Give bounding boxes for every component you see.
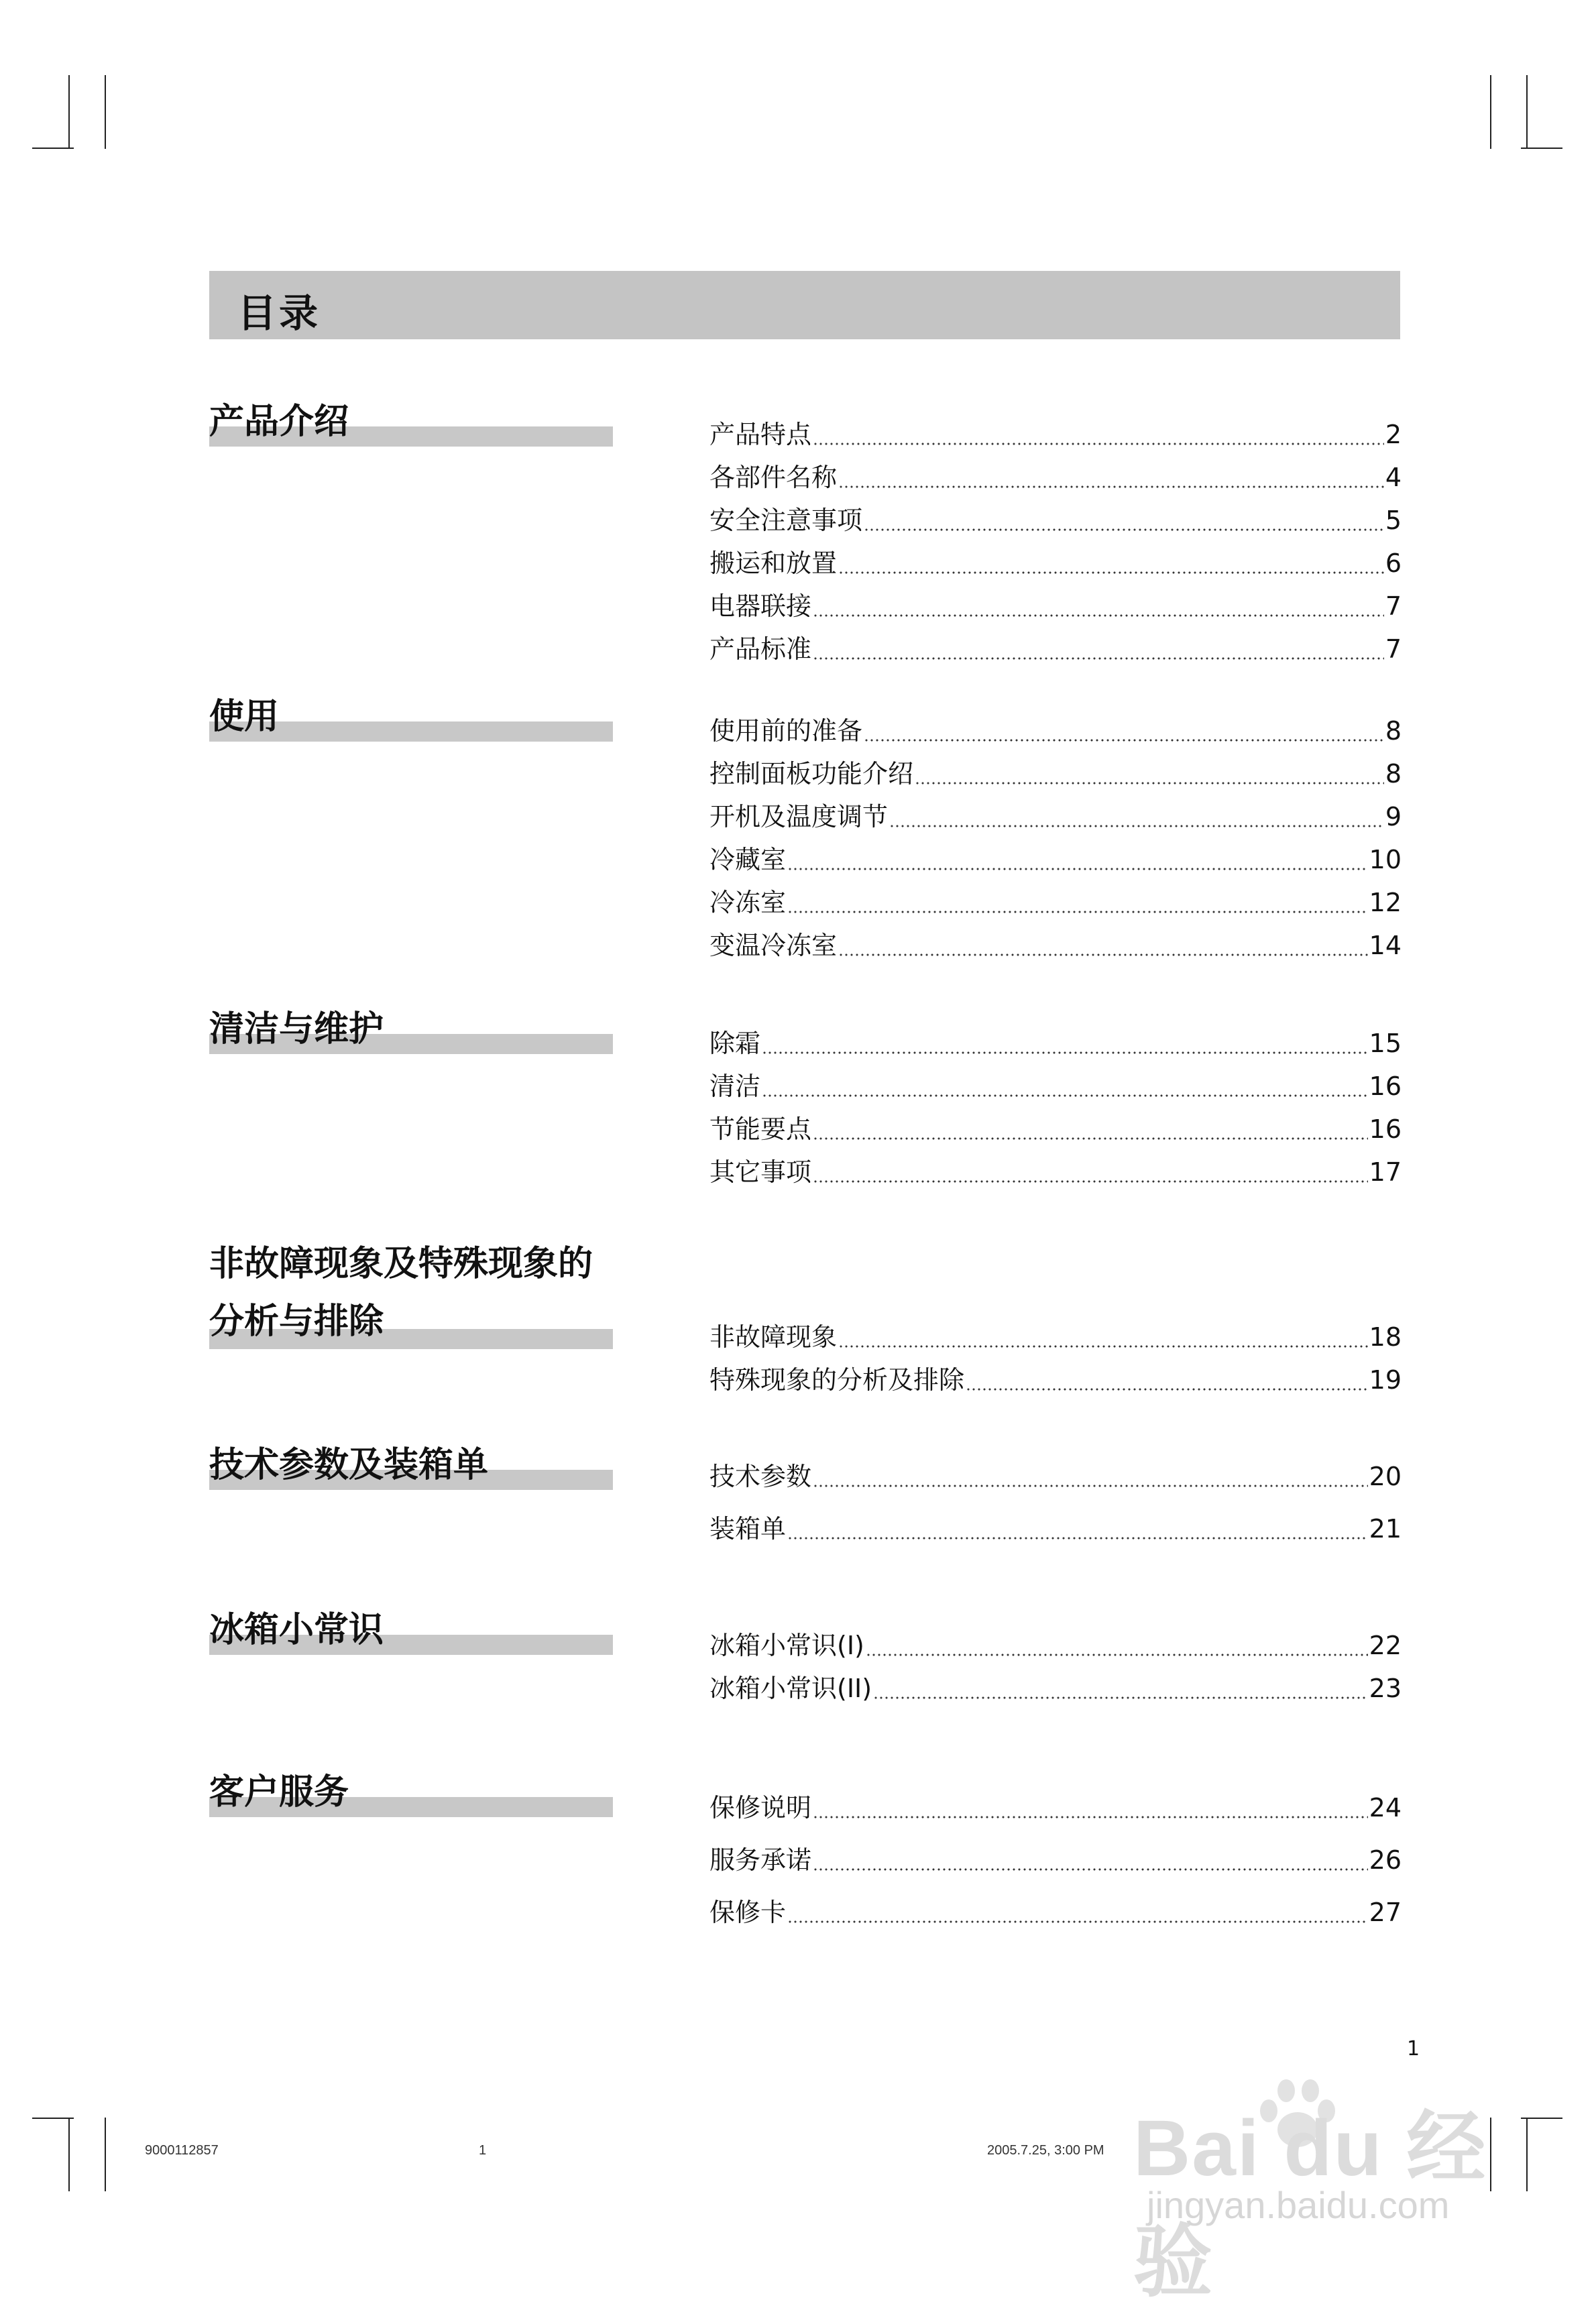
crop-mark <box>32 2118 74 2119</box>
dot-leader <box>813 1458 1368 1495</box>
toc-entry[interactable] <box>709 755 1402 793</box>
dot-leader <box>813 1153 1368 1191</box>
toc-entry[interactable] <box>709 884 1402 921</box>
entry-label: 保修卡 <box>709 1898 787 1927</box>
dot-leader <box>813 1110 1368 1148</box>
crop-mark <box>68 2118 70 2191</box>
dot-leader <box>838 544 1384 582</box>
crop-mark <box>1526 75 1528 149</box>
section-product-intro <box>209 400 613 453</box>
dot-leader <box>864 502 1384 539</box>
section-title: 清洁与维护 <box>209 1009 384 1049</box>
crop-mark <box>32 148 74 149</box>
page-title: 目录 <box>237 290 321 336</box>
dot-leader <box>813 1841 1368 1879</box>
footer-code: 9000112857 <box>145 2143 219 2158</box>
entry-page: 20 <box>1369 1462 1402 1491</box>
section-title: 客户服务 <box>209 1772 349 1812</box>
section-cleaning <box>209 1007 613 1061</box>
entry-page: 18 <box>1369 1322 1402 1352</box>
dot-leader <box>838 927 1368 964</box>
toc-entry[interactable] <box>709 1067 1402 1105</box>
crop-mark <box>68 75 70 149</box>
section-troubleshooting <box>209 1242 613 1349</box>
toc-entry[interactable] <box>709 1153 1402 1191</box>
entry-page: 8 <box>1385 759 1402 789</box>
entry-label: 保修说明 <box>709 1793 812 1823</box>
dot-leader <box>813 630 1384 668</box>
dot-leader <box>762 1067 1368 1105</box>
section-usage <box>209 695 613 748</box>
entry-label: 变温冷冻室 <box>709 931 838 960</box>
toc-title-bar <box>209 271 1400 339</box>
entry-page: 26 <box>1369 1845 1402 1875</box>
toc-entry[interactable] <box>709 544 1402 582</box>
entry-page: 21 <box>1369 1514 1402 1544</box>
entry-label: 安全注意事项 <box>709 506 863 535</box>
entry-page: 2 <box>1385 420 1402 449</box>
entry-page: 9 <box>1385 802 1402 831</box>
section-customer-service <box>209 1770 613 1824</box>
toc-entry[interactable] <box>709 927 1402 964</box>
dot-leader <box>787 1894 1368 1931</box>
entry-label: 冷藏室 <box>709 845 787 874</box>
entry-page: 19 <box>1369 1365 1402 1395</box>
toc-entry[interactable] <box>709 587 1402 625</box>
entry-label: 冰箱小常识(I) <box>709 1631 864 1660</box>
page-number: 1 <box>1407 2037 1420 2061</box>
dot-leader <box>838 459 1384 496</box>
entry-label: 冰箱小常识(II) <box>709 1674 872 1703</box>
entry-label: 清洁 <box>709 1072 761 1101</box>
section-fridge-tips <box>209 1608 613 1662</box>
entry-label: 冷冻室 <box>709 888 787 917</box>
toc-entry[interactable] <box>709 841 1402 878</box>
entry-label: 特殊现象的分析及排除 <box>709 1365 965 1395</box>
dot-leader <box>787 884 1368 921</box>
baidu-watermark <box>1133 2077 1509 2307</box>
entry-page: 12 <box>1369 888 1402 917</box>
toc-entry[interactable] <box>709 1510 1402 1548</box>
toc-entry[interactable] <box>709 1894 1402 1931</box>
entry-label: 非故障现象 <box>709 1322 838 1352</box>
entry-page: 22 <box>1369 1631 1402 1660</box>
crop-mark <box>1490 75 1491 149</box>
entry-label: 使用前的准备 <box>709 716 863 746</box>
entry-page: 14 <box>1369 931 1402 960</box>
entry-page: 17 <box>1369 1157 1402 1187</box>
entry-page: 6 <box>1385 548 1402 578</box>
section-tech-specs <box>209 1443 613 1497</box>
entry-label: 节能要点 <box>709 1114 812 1144</box>
toc-entry[interactable] <box>709 1458 1402 1495</box>
dot-leader <box>787 841 1368 878</box>
entry-page: 8 <box>1385 716 1402 746</box>
toc-entry[interactable] <box>709 1841 1402 1879</box>
entry-page: 7 <box>1385 591 1402 621</box>
dot-leader <box>762 1025 1368 1062</box>
dot-leader <box>787 1510 1368 1548</box>
section-title: 冰箱小常识 <box>209 1610 384 1650</box>
dot-leader <box>966 1361 1368 1399</box>
watermark-url: jingyan.baidu.com <box>1147 2184 1450 2226</box>
watermark-brand: Bai du 经验 <box>1133 2104 1487 2307</box>
crop-mark <box>1521 148 1562 149</box>
toc-entry[interactable] <box>709 1318 1402 1356</box>
crop-mark <box>1521 2118 1562 2119</box>
dot-leader <box>838 1318 1368 1356</box>
toc-entry[interactable] <box>709 798 1402 835</box>
dot-leader <box>813 587 1384 625</box>
entry-page: 15 <box>1369 1029 1402 1058</box>
dot-leader <box>866 1627 1368 1664</box>
entry-page: 7 <box>1385 634 1402 664</box>
toc-entry[interactable] <box>709 502 1402 539</box>
entry-label: 开机及温度调节 <box>709 802 889 831</box>
toc-entry[interactable] <box>709 416 1402 453</box>
dot-leader <box>873 1670 1368 1707</box>
entry-page: 10 <box>1369 845 1402 874</box>
section-title: 产品介绍 <box>209 402 349 442</box>
entry-page: 4 <box>1385 463 1402 492</box>
footer-sheet: 1 <box>479 2143 487 2158</box>
section-title: 技术参数及装箱单 <box>209 1445 489 1485</box>
entry-label: 服务承诺 <box>709 1845 812 1875</box>
toc-entry[interactable] <box>709 1627 1402 1664</box>
entry-label: 控制面板功能介绍 <box>709 759 914 789</box>
entry-label: 其它事项 <box>709 1157 812 1187</box>
crop-mark <box>105 2118 106 2191</box>
toc-entry[interactable] <box>709 1361 1402 1399</box>
toc-entry[interactable] <box>709 1670 1402 1707</box>
section-title-line-1: 非故障现象及特殊现象的 <box>209 1244 593 1284</box>
dot-leader <box>915 755 1384 793</box>
footer-timestamp: 2005.7.25, 3:00 PM <box>987 2143 1104 2158</box>
dot-leader <box>813 1789 1368 1827</box>
crop-mark <box>105 75 106 149</box>
toc-entry[interactable] <box>709 1789 1402 1827</box>
toc-entry[interactable] <box>709 459 1402 496</box>
entry-label: 技术参数 <box>709 1462 812 1491</box>
entry-page: 23 <box>1369 1674 1402 1703</box>
entry-label: 搬运和放置 <box>709 548 838 578</box>
entry-label: 产品标准 <box>709 634 812 664</box>
entry-page: 16 <box>1369 1114 1402 1144</box>
crop-mark <box>1526 2118 1528 2191</box>
section-title: 使用 <box>209 697 280 737</box>
toc-entry[interactable] <box>709 1025 1402 1062</box>
dot-leader <box>864 712 1384 750</box>
entry-label: 装箱单 <box>709 1514 787 1544</box>
entry-page: 5 <box>1385 506 1402 535</box>
entry-label: 电器联接 <box>709 591 812 621</box>
toc-entry[interactable] <box>709 712 1402 750</box>
entry-label: 产品特点 <box>709 420 812 449</box>
entry-page: 24 <box>1369 1793 1402 1823</box>
toc-entry[interactable] <box>709 630 1402 668</box>
entry-page: 27 <box>1369 1898 1402 1927</box>
dot-leader <box>889 798 1384 835</box>
entry-label: 除霜 <box>709 1029 761 1058</box>
section-title-line-2: 分析与排除 <box>209 1302 384 1342</box>
entry-label: 各部件名称 <box>709 463 838 492</box>
toc-entry[interactable] <box>709 1110 1402 1148</box>
entry-page: 16 <box>1369 1072 1402 1101</box>
dot-leader <box>813 416 1384 453</box>
